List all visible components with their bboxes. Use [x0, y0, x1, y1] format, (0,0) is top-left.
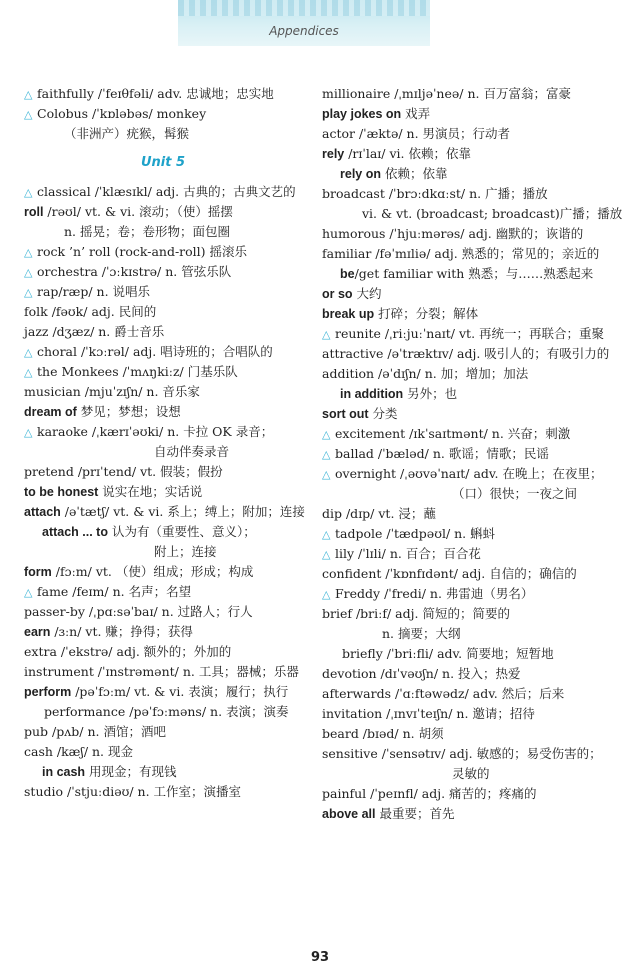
entry-text: passer-by /ˌpɑːsəˈbaɪ/ n. 过路人；行人 — [24, 604, 253, 619]
vocabulary-entry — [24, 682, 302, 702]
vocabulary-entry — [322, 584, 622, 604]
triangle-marker-icon: △ — [24, 108, 33, 121]
triangle-marker-icon: △ — [24, 346, 33, 359]
entry-text: rap/ræp/ n. 说唱乐 — [37, 284, 151, 299]
vocabulary-entry — [322, 324, 622, 344]
entry-text: 附上；连接 — [154, 544, 217, 559]
appendices-banner — [178, 0, 430, 46]
entry-text: extra /ˈekstrə/ adj. 额外的；外加的 — [24, 644, 232, 659]
vocabulary-entry — [322, 704, 622, 724]
vocabulary-entry — [322, 604, 622, 624]
entry-text: to be honest 说实在地；实话说 — [24, 484, 203, 499]
entry-text: dip /dɪp/ vt. 浸；蘸 — [322, 506, 436, 521]
entry-text: painful /ˈpeɪnfl/ adj. 痛苦的；疼痛的 — [322, 786, 537, 801]
vocabulary-entry — [322, 204, 622, 224]
entry-text: folk /fəʊk/ adj. 民间的 — [24, 304, 157, 319]
right-column — [322, 84, 622, 824]
vocabulary-entry — [322, 304, 622, 324]
vocabulary-entry — [322, 544, 622, 564]
vocabulary-entry — [24, 422, 302, 442]
vocabulary-entry — [24, 642, 302, 662]
vocabulary-entry — [24, 382, 302, 402]
vocabulary-entry — [24, 322, 302, 342]
vocabulary-entry — [24, 342, 302, 362]
entry-text: form /fɔːm/ vt. （使）组成；形成；构成 — [24, 564, 254, 579]
entry-text: overnight /ˌəʊvəˈnaɪt/ adv. 在晚上；在夜里； — [335, 466, 603, 481]
entry-text: broadcast /ˈbrɔːdkɑːst/ n. 广播；播放 — [322, 186, 548, 201]
entry-text: the Monkees /ˈmʌŋkiːz/ 门基乐队 — [37, 364, 238, 379]
entry-text: addition /əˈdɪʃn/ n. 加；增加；加法 — [322, 366, 529, 381]
entry-text: （非洲产）疣猴，髯猴 — [64, 126, 190, 141]
vocabulary-entry — [24, 562, 302, 582]
vocabulary-entry — [24, 402, 302, 422]
entry-text: dream of 梦见；梦想；设想 — [24, 404, 181, 419]
vocabulary-entry — [322, 364, 622, 384]
entry-text: lily /ˈlɪli/ n. 百合；百合花 — [335, 546, 481, 561]
vocabulary-entry — [322, 564, 622, 584]
vocabulary-entry — [322, 464, 622, 484]
triangle-marker-icon: △ — [322, 548, 331, 561]
banner-title: Appendices — [269, 24, 339, 38]
vocabulary-entry — [24, 782, 302, 802]
entry-text: perform /pəˈfɔːm/ vt. & vi. 表演；履行；执行 — [24, 684, 289, 699]
entry-text: cash /kæʃ/ n. 现金 — [24, 744, 134, 759]
left-column — [24, 84, 305, 802]
entry-text: karaoke /ˌkærɪˈəʊki/ n. 卡拉 OK 录音； — [37, 424, 274, 439]
vocabulary-entry — [24, 742, 302, 762]
vocabulary-entry — [322, 444, 622, 464]
entry-text: 灵敏的 — [452, 766, 490, 781]
vocabulary-entry — [24, 702, 302, 722]
vocabulary-entry — [322, 184, 622, 204]
unit-heading — [24, 144, 302, 182]
vocabulary-entry — [322, 124, 622, 144]
entry-text: Colobus /ˈkɒləbəs/ monkey — [37, 106, 207, 121]
entry-text: pub /pʌb/ n. 酒馆；酒吧 — [24, 724, 166, 739]
vocabulary-entry — [24, 442, 302, 462]
vocabulary-entry — [322, 504, 622, 524]
entry-text: vi. & vt. (broadcast; broadcast)广播；播放 — [362, 206, 623, 221]
entry-text: instrument /ˈɪnstrəmənt/ n. 工具；器械；乐器 — [24, 664, 299, 679]
vocabulary-entry — [24, 722, 302, 742]
vocabulary-entry — [24, 242, 302, 262]
vocabulary-entry — [24, 362, 302, 382]
entry-text: performance /pəˈfɔːməns/ n. 表演；演奏 — [44, 704, 289, 719]
triangle-marker-icon: △ — [24, 586, 33, 599]
entry-text: in cash 用现金；有现钱 — [42, 764, 177, 779]
vocabulary-entry — [322, 764, 622, 784]
entry-text: attach /əˈtætʃ/ vt. & vi. 系上；缚上；附加；连接 — [24, 504, 305, 519]
vocabulary-entry — [24, 462, 302, 482]
entry-text: ballad /ˈbæləd/ n. 歌谣；情歌；民谣 — [335, 446, 549, 461]
vocabulary-entry — [322, 84, 622, 104]
vocabulary-entry — [24, 622, 302, 642]
vocabulary-entry — [24, 522, 302, 542]
vocabulary-entry — [24, 662, 302, 682]
triangle-marker-icon: △ — [24, 186, 33, 199]
vocabulary-entry — [322, 724, 622, 744]
entry-text: in addition 另外；也 — [340, 386, 458, 401]
triangle-marker-icon: △ — [24, 366, 33, 379]
entry-text: Unit 5 — [140, 155, 186, 170]
entry-text: Freddy /ˈfredi/ n. 弗雷迪（男名） — [335, 586, 534, 601]
vocabulary-entry — [24, 762, 302, 782]
entry-text: briefly /ˈbriːfli/ adv. 简要地；短暂地 — [342, 646, 554, 661]
vocabulary-entry — [24, 124, 302, 144]
entry-text: orchestra /ˈɔːkɪstrə/ n. 管弦乐队 — [37, 264, 232, 279]
vocabulary-entry — [322, 164, 622, 184]
vocabulary-entry — [322, 344, 622, 364]
entry-text: tadpole /ˈtædpəʊl/ n. 蝌蚪 — [335, 526, 496, 541]
entry-text: sensitive /ˈsensətɪv/ adj. 敏感的；易受伤害的； — [322, 746, 602, 761]
entry-text: n. 摘要；大纲 — [382, 626, 461, 641]
entry-text: （口）很快；一夜之间 — [452, 486, 578, 501]
entry-text: attach ... to 认为有（重要性、意义）； — [42, 524, 256, 539]
vocabulary-entry — [322, 244, 622, 264]
page-number: 93 — [310, 950, 330, 965]
entry-text: or so 大约 — [322, 286, 382, 301]
entry-text: familiar /fəˈmɪliə/ adj. 熟悉的；常见的；亲近的 — [322, 246, 600, 261]
vocabulary-entry — [24, 104, 302, 124]
vocabulary-entry — [322, 264, 622, 284]
entry-text: attractive /əˈtræktɪv/ adj. 吸引人的；有吸引力的 — [322, 346, 610, 361]
entry-text: brief /briːf/ adj. 简短的；简要的 — [322, 606, 510, 621]
triangle-marker-icon: △ — [24, 88, 33, 101]
vocabulary-entry — [24, 202, 302, 222]
triangle-marker-icon: △ — [24, 246, 33, 259]
vocabulary-entry — [322, 664, 622, 684]
entry-text: be/get familiar with 熟悉；与……熟悉起来 — [340, 266, 594, 281]
vocabulary-entry — [322, 384, 622, 404]
entry-text: jazz /dʒæz/ n. 爵士音乐 — [24, 324, 165, 339]
entry-text: roll /rəʊl/ vt. & vi. 滚动；（使）摇摆 — [24, 204, 233, 219]
vocabulary-entry — [322, 524, 622, 544]
vocabulary-entry — [24, 482, 302, 502]
vocabulary-entry — [24, 602, 302, 622]
entry-text: rely /rɪˈlaɪ/ vi. 依赖；依靠 — [322, 146, 471, 161]
vocabulary-entry — [322, 484, 622, 504]
entry-text: millionaire /ˌmɪljəˈneə/ n. 百万富翁；富豪 — [322, 86, 571, 101]
entry-text: confident /ˈkɒnfɪdənt/ adj. 自信的；确信的 — [322, 566, 577, 581]
entry-text: humorous /ˈhjuːmərəs/ adj. 幽默的；诙谐的 — [322, 226, 584, 241]
banner-wave-decoration — [178, 0, 430, 16]
entry-text: devotion /dɪˈvəʊʃn/ n. 投入；热爱 — [322, 666, 521, 681]
entry-text: actor /ˈæktə/ n. 男演员；行动者 — [322, 126, 511, 141]
entry-text: rock ’n’ roll (rock-and-roll) 摇滚乐 — [37, 244, 248, 259]
triangle-marker-icon: △ — [322, 468, 331, 481]
entry-text: studio /ˈstjuːdiəʊ/ n. 工作室；演播室 — [24, 784, 242, 799]
triangle-marker-icon: △ — [24, 266, 33, 279]
vocabulary-entry — [322, 644, 622, 664]
vocabulary-entry — [322, 624, 622, 644]
entry-text: beard /bɪəd/ n. 胡须 — [322, 726, 444, 741]
vocabulary-entry — [24, 84, 302, 104]
entry-text: 自动伴奏录音 — [154, 444, 230, 459]
triangle-marker-icon: △ — [322, 588, 331, 601]
triangle-marker-icon: △ — [322, 448, 331, 461]
vocabulary-entry — [322, 684, 622, 704]
vocabulary-entry — [24, 262, 302, 282]
triangle-marker-icon: △ — [322, 428, 331, 441]
entry-text: afterwards /ˈɑːftəwədz/ adv. 然后；后来 — [322, 686, 565, 701]
vocabulary-entry — [322, 284, 622, 304]
entry-text: classical /ˈklæsɪkl/ adj. 古典的；古典文艺的 — [37, 184, 296, 199]
entry-text: break up 打碎；分裂；解体 — [322, 306, 479, 321]
entry-text: rely on 依赖；依靠 — [340, 166, 448, 181]
entry-text: sort out 分类 — [322, 406, 398, 421]
vocabulary-entry — [24, 182, 302, 202]
entry-text: excitement /ɪkˈsaɪtmənt/ n. 兴奋；刺激 — [335, 426, 571, 441]
entry-text: invitation /ˌɪnvɪˈteɪʃn/ n. 邀请；招待 — [322, 706, 535, 721]
entry-text: pretend /prɪˈtend/ vt. 假装；假扮 — [24, 464, 223, 479]
entry-text: above all 最重要；首先 — [322, 806, 455, 821]
entry-text: play jokes on 戏弄 — [322, 106, 431, 121]
entry-text: reunite /ˌriːjuːˈnaɪt/ vt. 再统一；再联合；重聚 — [335, 326, 605, 341]
entry-text: faithfully /ˈfeɪθfəli/ adv. 忠诚地；忠实地 — [37, 86, 274, 101]
entry-text: musician /mjuˈzɪʃn/ n. 音乐家 — [24, 384, 200, 399]
vocabulary-entry — [322, 784, 622, 804]
entry-text: earn /ɜːn/ vt. 赚；挣得；获得 — [24, 624, 193, 639]
vocabulary-entry — [24, 222, 302, 242]
vocabulary-entry — [322, 404, 622, 424]
triangle-marker-icon: △ — [322, 328, 331, 341]
vocabulary-entry — [24, 502, 305, 522]
vocabulary-entry — [24, 282, 302, 302]
triangle-marker-icon: △ — [24, 286, 33, 299]
vocabulary-entry — [24, 582, 302, 602]
triangle-marker-icon: △ — [322, 528, 331, 541]
vocabulary-entry — [322, 144, 622, 164]
vocabulary-entry — [24, 302, 302, 322]
entry-text: n. 摇晃；卷；卷形物；面包圈 — [64, 224, 230, 239]
vocabulary-entry — [322, 744, 622, 764]
entry-text: fame /feɪm/ n. 名声；名望 — [37, 584, 192, 599]
vocabulary-entry — [322, 804, 622, 824]
vocabulary-entry — [322, 104, 622, 124]
vocabulary-entry — [322, 424, 622, 444]
vocabulary-entry — [322, 224, 622, 244]
entry-text: choral /ˈkɔːrəl/ adj. 唱诗班的；合唱队的 — [37, 344, 273, 359]
triangle-marker-icon: △ — [24, 426, 33, 439]
vocabulary-entry — [24, 542, 302, 562]
